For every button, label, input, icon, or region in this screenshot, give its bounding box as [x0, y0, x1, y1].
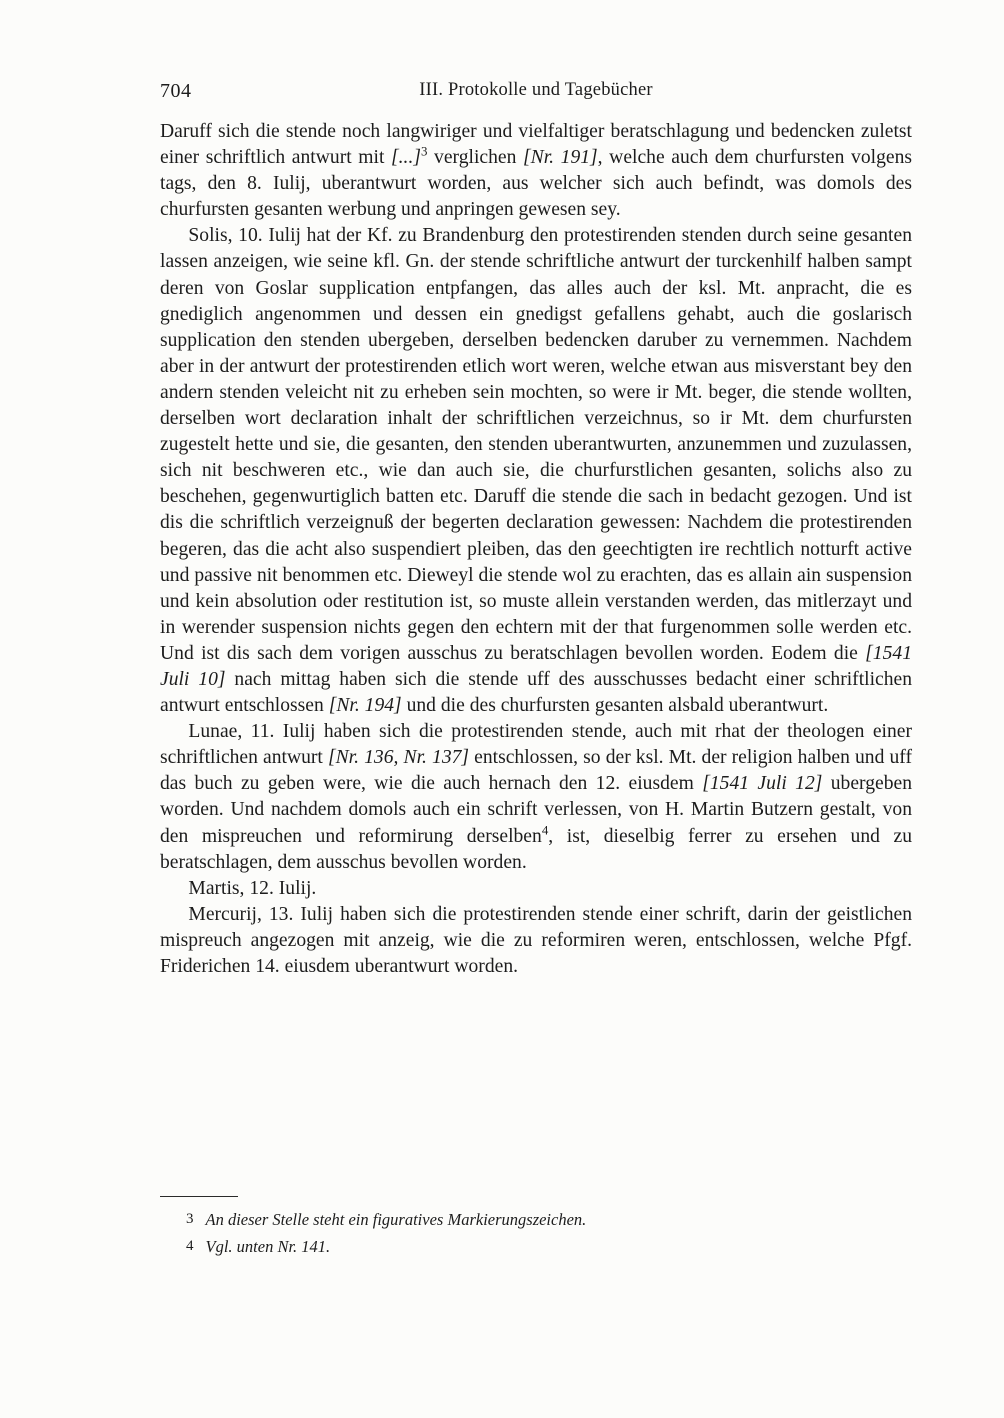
footnote-marker: 4: [186, 1238, 194, 1254]
paragraph: [160, 223, 912, 719]
italic-text-segment: [Nr. 194]: [328, 695, 402, 717]
page-number: 704: [160, 80, 192, 102]
italic-text-segment: [1541 Juli 10]: [160, 642, 912, 690]
italic-text-segment: [...]: [391, 147, 421, 169]
text-segment: , welche auch dem churfursten volgens tags, den 8. Iulij, uberantwurt worden, aus welcher sich auch befindt, was domols des churfursten gesanten werbung und anpringen gewesen sey.: [160, 147, 912, 221]
footnote: [160, 1206, 912, 1233]
footnote: [160, 1233, 912, 1260]
text-segment: Solis, 10. Iulij hat der Kf. zu Brandenburg den protestirenden stenden durch seine gesanten lassen anzeigen, wie seine kfl. Gn. der stende schriftliche antwurt der turckenhilf halben sampt deren von Goslar supplication entpfangen, das alles auch der ksl. Mt. anpracht, die es gnediglich angenommen und dessen ein gnedigst gefallens gehabt, auch die goslarisch supplication den stenden ubergeben, derselben bedencken daruber zu vernemmen. Nachdem aber in der antwurt der protestirenden etlich wort weren, welche etwan aus misverstant bey den andern stenden veleicht nit zu erheben sein mochten, so were ir Mt. beger, die stende wollten, derselben wort declaration inhalt der schriftlichen verzeichnus, so ir Mt. dem churfursten zugestelt hette und sie, die gesanten, den stenden uberantwurten, anzunemmen und zuzulassen, sich nit beschweren etc., wie dan auch sie, die churfurstlichen gesanten, solichs also zu beschehen, gegenwurtiglich batten etc. Daruff die stende die sach in bedacht gezogen. Und ist dis die schriftlich verzeignuß der begerten declaration gewessen: Nachdem die protestirenden begeren, das die acht also suspendiert pleiben, das den geechtigten ire rechtlich notturft active und passive nit benommen etc. Dieweyl die stende wol zu erachten, das es allain ain suspension und kein absolution oder restitution ist, so muste allein verstanden werden, das mitlerzayt und in werender suspension nichts gegen den echtern mit der that furgenommen solle werden etc. Und ist dis sach dem vorigen ausschus zu beratschlagen bevollen worden. Eodem die: [160, 225, 912, 664]
text-segment: entschlossen, so der ksl. Mt. der religion halben und uff das buch zu geben were, wie die auch hernach den 12. eiusdem: [160, 747, 912, 795]
text-segment: Martis, 12. Iulij.: [188, 877, 317, 899]
text-segment: verglichen: [427, 147, 523, 169]
text-segment: nach mittag haben sich die stende uff des ausschusses bedacht einer schriftlichen antwurt entschlossen: [160, 668, 913, 717]
footnote-text: Vgl. unten Nr. 141.: [205, 1237, 331, 1256]
footnote-list: [160, 1206, 912, 1260]
footnote-reference: 4: [541, 822, 549, 837]
page-header: [160, 80, 912, 106]
text-segment: Lunae, 11. Iulij haben sich die protestirenden stende, auch mit rhat der theologen einer schriftlichen antwurt: [160, 721, 912, 769]
footnote-marker: 3: [186, 1211, 194, 1227]
text-segment: ubergeben worden. Und nachdem domols auch ein schrift verlessen, von H. Martin Butzern gestalt, von den mispreuchen und reformirung derselben: [160, 773, 912, 847]
paragraph: [160, 719, 912, 876]
paragraph: [160, 876, 912, 902]
italic-text-segment: [Nr. 136, Nr. 137]: [327, 747, 470, 769]
text-segment: Mercurij, 13. Iulij haben sich die protestirenden stende einer schrift, darin der geistlichen mispreuch angezogen mit anzeig, wie die zu reformiren weren, entschlossen, welche Pfgf. Friderichen 14. eiusdem uberantwurt worden.: [160, 903, 912, 977]
paragraph: [160, 119, 912, 223]
italic-text-segment: [1541 Juli 12]: [702, 773, 823, 795]
footnote-reference: 3: [420, 143, 428, 159]
paragraph: [160, 902, 912, 980]
text-segment: Daruff sich die stende noch langwiriger und vielfaltiger beratschlagung und bedencken zuletst einer schriftlich antwurt mit: [160, 121, 912, 169]
text-segment: und die des churfursten gesanten alsbald uberantwurt.: [401, 695, 829, 717]
text-segment: , ist, dieselbig ferrer zu ersehen und zu beratschlagen, dem ausschus bevollen worden.: [160, 825, 912, 873]
italic-text-segment: [Nr. 191]: [523, 147, 598, 169]
body-text: [160, 119, 912, 980]
footnotes-section: [160, 1196, 912, 1260]
footnote-text: An dieser Stelle steht ein figuratives Markierungszeichen.: [205, 1210, 587, 1229]
footnote-rule: [160, 1196, 238, 1197]
running-title: III. Protokolle und Tagebücher: [419, 80, 653, 100]
